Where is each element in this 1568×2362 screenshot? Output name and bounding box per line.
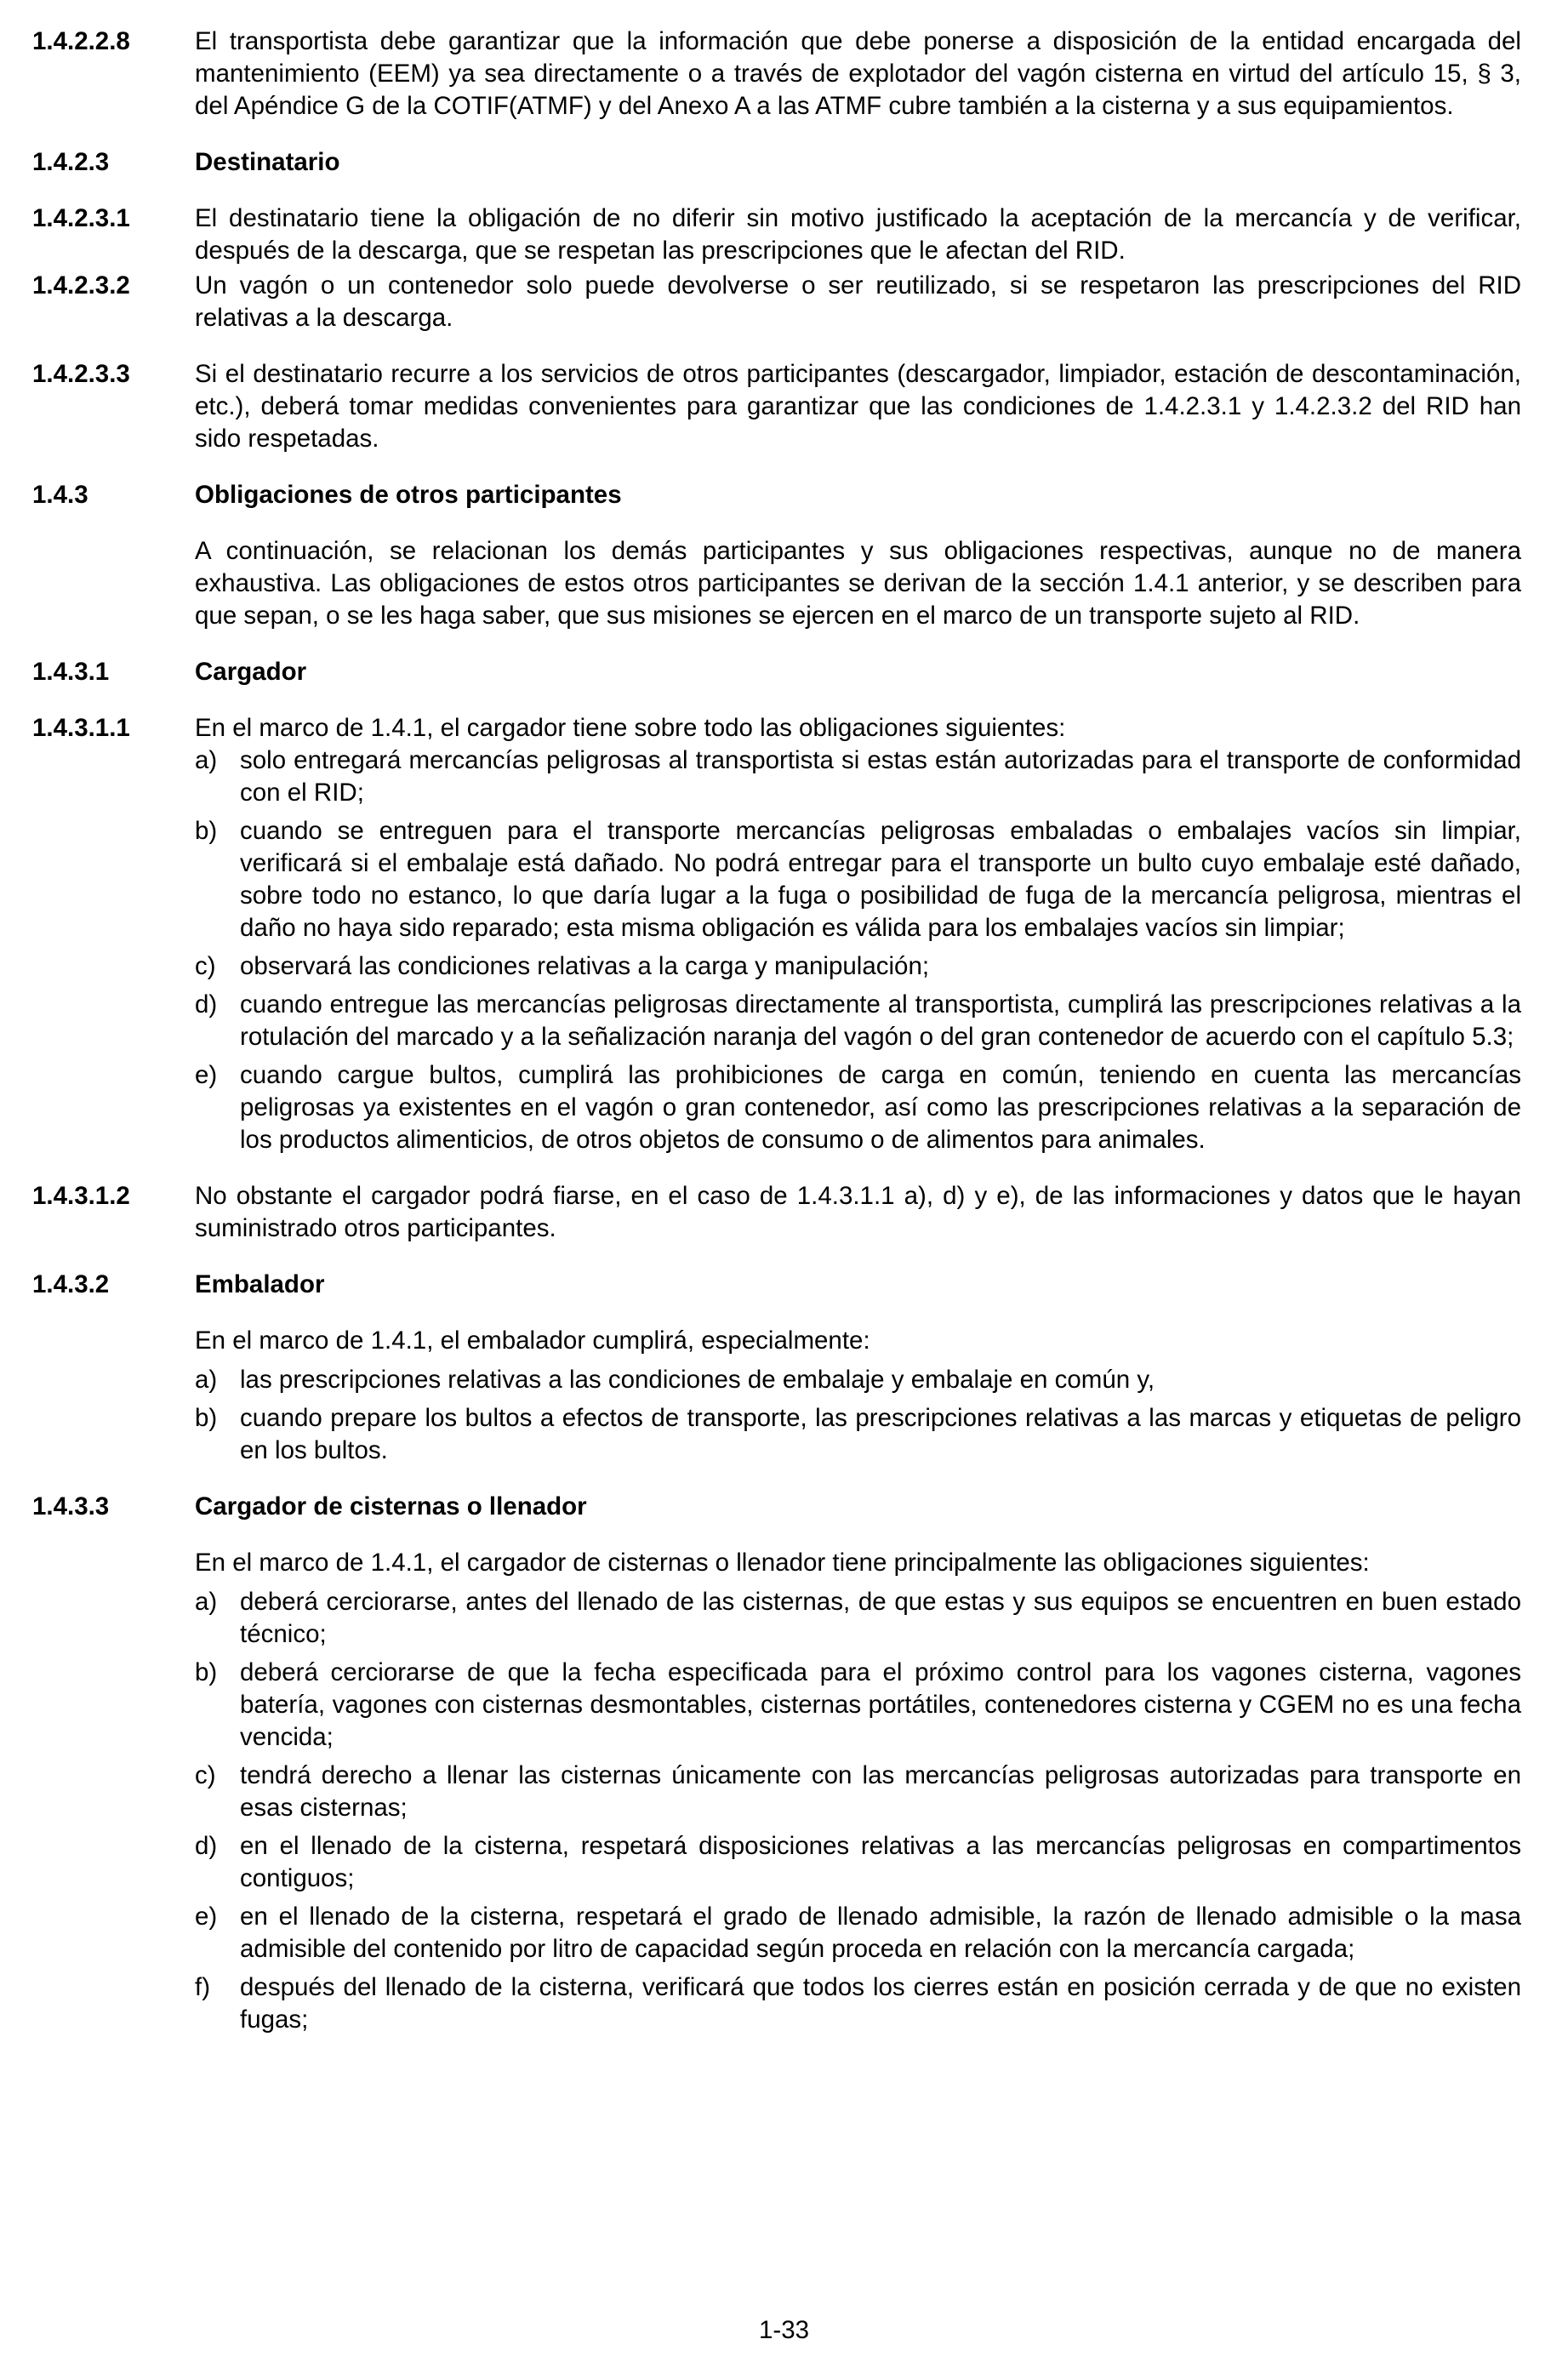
list-item-text: solo entregará mercancías peligrosas al transportista si estas están autorizadas para el transporte de conformidad con el RID; <box>240 746 1521 807</box>
clause-text: Un vagón o un contenedor solo puede devolverse o ser reutilizado, si se respetaron las prescripciones del RID relativas a la descarga. <box>195 271 1521 332</box>
section-heading: Destinatario <box>195 148 340 176</box>
list-item-text: en el llenado de la cisterna, respetará disposiciones relativas a las mercancías peligrosas en compartimentos contiguos; <box>240 1832 1521 1892</box>
list-item-text: las prescripciones relativas a las condiciones de embalaje y embalaje en común y, <box>240 1366 1155 1394</box>
clause-number: 1.4.3.3 <box>32 1492 110 1520</box>
list-item <box>195 1830 1521 1895</box>
heading-1-4-3-1 <box>32 656 1521 688</box>
list-item-label: a) <box>195 746 218 774</box>
list-item <box>195 1901 1521 1965</box>
list-item-text: tendrá derecho a llenar las cisternas únicamente con las mercancías peligrosas autorizadas para transporte en esas cisternas; <box>240 1761 1521 1822</box>
list-1-4-3-2 <box>32 1364 1521 1467</box>
list-1-4-3-3 <box>32 1586 1521 2036</box>
list-item <box>195 745 1521 809</box>
list-item <box>195 950 1521 983</box>
list-item-label: d) <box>195 1832 218 1860</box>
list-item-label: d) <box>195 990 218 1018</box>
clause-number: 1.4.3.2 <box>32 1270 110 1298</box>
heading-1-4-3-3 <box>32 1491 1521 1523</box>
document-page <box>32 26 1521 2036</box>
list-item-text: en el llenado de la cisterna, respetará el grado de llenado admisible, la razón de llenado admisible o la masa admisible del contenido por litro de capacidad según proceda en relación con la mercancía cargada; <box>240 1903 1521 1963</box>
list-item-text: después del llenado de la cisterna, verificará que todos los cierres están en posición cerrada y de que no existen fugas; <box>240 1973 1521 2034</box>
list-item-label: c) <box>195 952 216 980</box>
page-number: 1-33 <box>758 2316 810 2344</box>
clause-number: 1.4.3.1.1 <box>32 714 130 742</box>
paragraph-1-4-3-1-2 <box>32 1180 1521 1245</box>
clause-number: 1.4.2.2.8 <box>32 27 130 55</box>
list-item <box>195 1402 1521 1467</box>
list-item-label: b) <box>195 1404 218 1432</box>
list-item-label: e) <box>195 1903 218 1931</box>
clause-text: En el marco de 1.4.1, el cargador de cisternas o llenador tiene principalmente las obligaciones siguientes: <box>195 1549 1370 1577</box>
list-item-text: cuando prepare los bultos a efectos de transporte, las prescripciones relativas a las marcas y etiquetas de peligro en los bultos. <box>240 1404 1521 1464</box>
list-item <box>195 1059 1521 1156</box>
paragraph-1-4-3-intro <box>32 535 1521 632</box>
section-heading: Cargador <box>195 658 307 686</box>
section-heading: Obligaciones de otros participantes <box>195 481 622 509</box>
paragraph-1-4-3-1-1 <box>32 712 1521 745</box>
list-item-text: cuando cargue bultos, cumplirá las prohibiciones de carga en común, teniendo en cuenta las mercancías peligrosas ya existentes en el vagón o gran contenedor, así como las prescripciones relativas a la separación de los productos alimenticios, de otros objetos de consumo o de alimentos para animales. <box>240 1061 1521 1154</box>
section-heading: Cargador de cisternas o llenador <box>195 1492 587 1520</box>
list-item-label: a) <box>195 1588 218 1616</box>
list-item <box>195 989 1521 1053</box>
clause-text: Si el destinatario recurre a los servicios de otros participantes (descargador, limpiador, estación de descontaminación, etc.), deberá tomar medidas convenientes para garantizar que las condiciones de 1.4.2.3.1 y 1.4.2.3.2 del RID han sido respetadas. <box>195 360 1521 453</box>
clause-text: El transportista debe garantizar que la información que debe ponerse a disposición de la entidad encargada del mantenimiento (EEM) ya sea directamente o a través de explotador del vagón cisterna en virtud del artículo 15, § 3, del Apéndice G de la COTIF(ATMF) y del Anexo A a las ATMF cubre también a la cisterna y a sus equipamientos. <box>195 27 1521 120</box>
section-heading: Embalador <box>195 1270 325 1298</box>
paragraph-1-4-2-3-1 <box>32 203 1521 267</box>
list-item-text: deberá cerciorarse de que la fecha especificada para el próximo control para los vagones cisterna, vagones batería, vagones con cisternas desmontables, cisternas portátiles, contenedores cisterna y CGEM no es una fecha vencida; <box>240 1658 1521 1751</box>
heading-1-4-3-2 <box>32 1269 1521 1301</box>
list-item <box>195 1364 1521 1396</box>
list-item-label: f) <box>195 1973 211 2001</box>
clause-text: En el marco de 1.4.1, el embalador cumplirá, especialmente: <box>195 1326 870 1355</box>
clause-number: 1.4.3.1.2 <box>32 1182 130 1210</box>
paragraph-1-4-3-3-intro <box>32 1547 1521 1579</box>
list-item <box>195 1760 1521 1824</box>
paragraph-1-4-3-2-intro <box>32 1325 1521 1357</box>
heading-1-4-3 <box>32 479 1521 511</box>
list-1-4-3-1-1 <box>32 745 1521 1156</box>
list-item-label: e) <box>195 1061 218 1089</box>
clause-text: El destinatario tiene la obligación de no diferir sin motivo justificado la aceptación de la mercancía y de verificar, después de la descarga, que se respetan las prescripciones que le afectan del RID. <box>195 204 1521 265</box>
list-item <box>195 1657 1521 1754</box>
clause-number: 1.4.2.3.2 <box>32 271 130 300</box>
clause-number: 1.4.2.3.3 <box>32 360 130 388</box>
clause-number: 1.4.3 <box>32 481 88 509</box>
paragraph-1-4-2-3-3 <box>32 358 1521 455</box>
list-item-label: c) <box>195 1761 216 1789</box>
list-item-text: cuando entregue las mercancías peligrosas directamente al transportista, cumplirá las prescripciones relativas a la rotulación del marcado y a la señalización naranja del vagón o del gran contenedor de acuerdo con el capítulo 5.3; <box>240 990 1521 1051</box>
list-item-label: b) <box>195 1658 218 1686</box>
paragraph-1-4-2-2-8 <box>32 26 1521 123</box>
list-item <box>195 815 1521 944</box>
list-item <box>195 1586 1521 1651</box>
clause-number: 1.4.3.1 <box>32 658 110 686</box>
clause-number: 1.4.2.3.1 <box>32 204 130 232</box>
clause-text: A continuación, se relacionan los demás participantes y sus obligaciones respectivas, aunque no de manera exhaustiva. Las obligaciones de estos otros participantes se derivan de la sección 1.4.1 anterior, y se describen para que sepan, o se les haga saber, que sus misiones se ejercen en el marco de un transporte sujeto al RID. <box>195 537 1521 630</box>
paragraph-1-4-2-3-2 <box>32 270 1521 334</box>
list-item-text: observará las condiciones relativas a la carga y manipulación; <box>240 952 930 980</box>
clause-number: 1.4.2.3 <box>32 148 110 176</box>
list-item-text: cuando se entreguen para el transporte mercancías peligrosas embaladas o embalajes vacíos sin limpiar, verificará si el embalaje está dañado. No podrá entregar para el transporte un bulto cuyo embalaje esté dañado, sobre todo no estanco, lo que daría lugar a la fuga o posibilidad de fuga de la mercancía peligrosa, mientras el daño no haya sido reparado; esta misma obligación es válida para los embalajes vacíos sin limpiar; <box>240 817 1521 942</box>
clause-text: No obstante el cargador podrá fiarse, en el caso de 1.4.3.1.1 a), d) y e), de las informaciones y datos que le hayan suministrado otros participantes. <box>195 1182 1521 1242</box>
list-item <box>195 1971 1521 2036</box>
list-item-label: b) <box>195 817 218 845</box>
list-item-text: deberá cerciorarse, antes del llenado de las cisternas, de que estas y sus equipos se encuentren en buen estado técnico; <box>240 1588 1521 1648</box>
list-item-label: a) <box>195 1366 218 1394</box>
clause-text: En el marco de 1.4.1, el cargador tiene sobre todo las obligaciones siguientes: <box>195 714 1066 742</box>
heading-1-4-2-3 <box>32 146 1521 179</box>
